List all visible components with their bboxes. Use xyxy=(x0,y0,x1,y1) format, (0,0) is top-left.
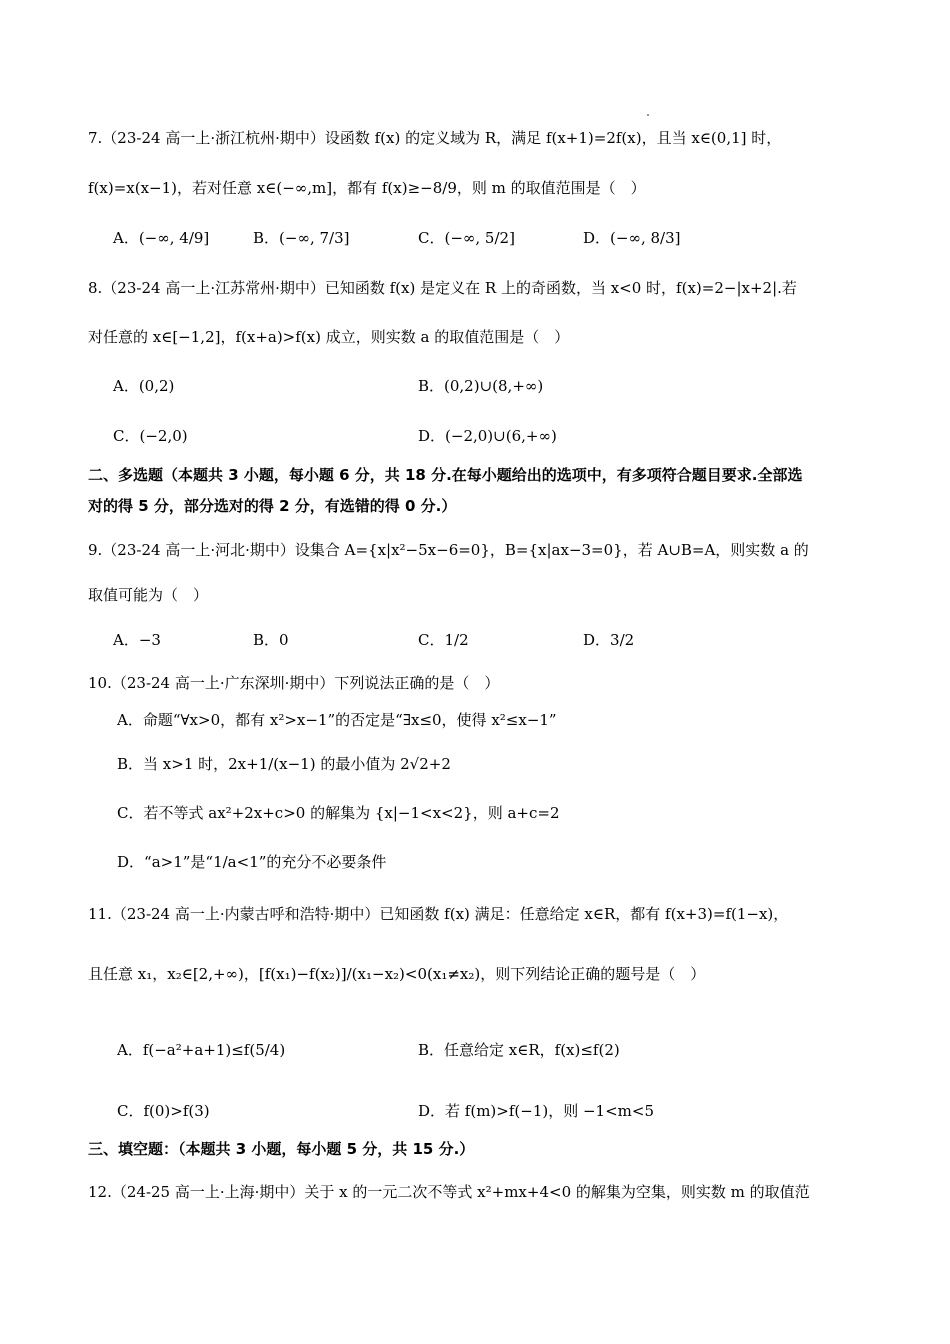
section-2-heading-line2: 对的得 5 分，部分选对的得 2 分，有选错的得 0 分.） xyxy=(88,497,457,515)
q11-option-d[interactable]: D．若 f(m)>f(−1)，则 −1<m<5 xyxy=(418,1102,654,1120)
q11-line1: 11.（23-24 高一上·内蒙古呼和浩特·期中）已知函数 f(x) 满足：任意给定 x∈R，都有 f(x+3)=f(1−x)， xyxy=(88,905,789,923)
q8-line2: 对任意的 x∈[−1,2]，f(x+a)>f(x) 成立，则实数 a 的取值范围是（ ） xyxy=(88,328,570,346)
q8-option-d[interactable]: D．(−2,0)∪(6,+∞) xyxy=(418,427,557,445)
speck xyxy=(647,114,649,116)
q9-line1: 9.（23-24 高一上·河北·期中）设集合 A={x|x²−5x−6=0}，B={x|ax−3=0}，若 A∪B=A，则实数 a 的 xyxy=(88,541,809,559)
q8-option-a[interactable]: A．(0,2) xyxy=(113,377,175,395)
q8-option-b[interactable]: B．(0,2)∪(8,+∞) xyxy=(418,377,544,395)
q7-option-a[interactable]: A．(−∞, 4/9] xyxy=(113,229,210,247)
section-3-heading: 三、填空题：（本题共 3 小题，每小题 5 分，共 15 分.） xyxy=(88,1140,475,1158)
q12-line1: 12.（24-25 高一上·上海·期中）关于 x 的一元二次不等式 x²+mx+4<0 的解集为空集，则实数 m 的取值范 xyxy=(88,1183,810,1201)
q7-option-b[interactable]: B．(−∞, 7/3] xyxy=(253,229,350,247)
q10-line1: 10.（23-24 高一上·广东深圳·期中）下列说法正确的是（ ） xyxy=(88,674,500,692)
q7-option-d[interactable]: D．(−∞, 8/3] xyxy=(583,229,681,247)
q10-option-c[interactable]: C．若不等式 ax²+2x+c>0 的解集为 {x|−1<x<2}，则 a+c=2 xyxy=(117,804,560,822)
q11-option-b[interactable]: B．任意给定 x∈R，f(x)≤f(2) xyxy=(418,1041,620,1059)
q7-line2: f(x)=x(x−1)，若对任意 x∈(−∞,m]，都有 f(x)≥−8/9，则 m 的取值范围是（ ） xyxy=(88,179,646,197)
q8-option-c[interactable]: C．(−2,0) xyxy=(113,427,188,445)
q11-option-c[interactable]: C．f(0)>f(3) xyxy=(117,1102,210,1120)
q11-line2: 且任意 x₁，x₂∈[2,+∞)，[f(x₁)−f(x₂)]/(x₁−x₂)<0(x₁≠x₂)，则下列结论正确的题号是（ ） xyxy=(88,965,706,983)
q8-line1: 8.（23-24 高一上·江苏常州·期中）已知函数 f(x) 是定义在 R 上的奇函数，当 x<0 时，f(x)=2−|x+2|.若 xyxy=(88,279,797,297)
q10-option-d[interactable]: D．“a>1”是“1/a<1”的充分不必要条件 xyxy=(117,853,387,871)
section-2-heading-line1: 二、多选题（本题共 3 小题，每小题 6 分，共 18 分.在每小题给出的选项中，有多项符合题目要求.全部选 xyxy=(88,466,803,484)
q9-option-d[interactable]: D．3/2 xyxy=(583,631,635,649)
q10-option-b[interactable]: B．当 x>1 时，2x+1/(x−1) 的最小值为 2√2+2 xyxy=(117,755,451,773)
q9-option-c[interactable]: C．1/2 xyxy=(418,631,469,649)
q10-option-a[interactable]: A．命题“∀x>0，都有 x²>x−1”的否定是“∃x≤0，使得 x²≤x−1” xyxy=(117,711,557,729)
q11-option-a[interactable]: A．f(−a²+a+1)≤f(5/4) xyxy=(117,1041,286,1059)
q7-option-c[interactable]: C．(−∞, 5/2] xyxy=(418,229,515,247)
q9-line2: 取值可能为（ ） xyxy=(88,586,209,604)
q7-line1: 7.（23-24 高一上·浙江杭州·期中）设函数 f(x) 的定义域为 R，满足 f(x+1)=2f(x)，且当 x∈(0,1] 时， xyxy=(88,129,782,147)
q9-option-b[interactable]: B．0 xyxy=(253,631,289,649)
q9-option-a[interactable]: A．−3 xyxy=(113,631,161,649)
